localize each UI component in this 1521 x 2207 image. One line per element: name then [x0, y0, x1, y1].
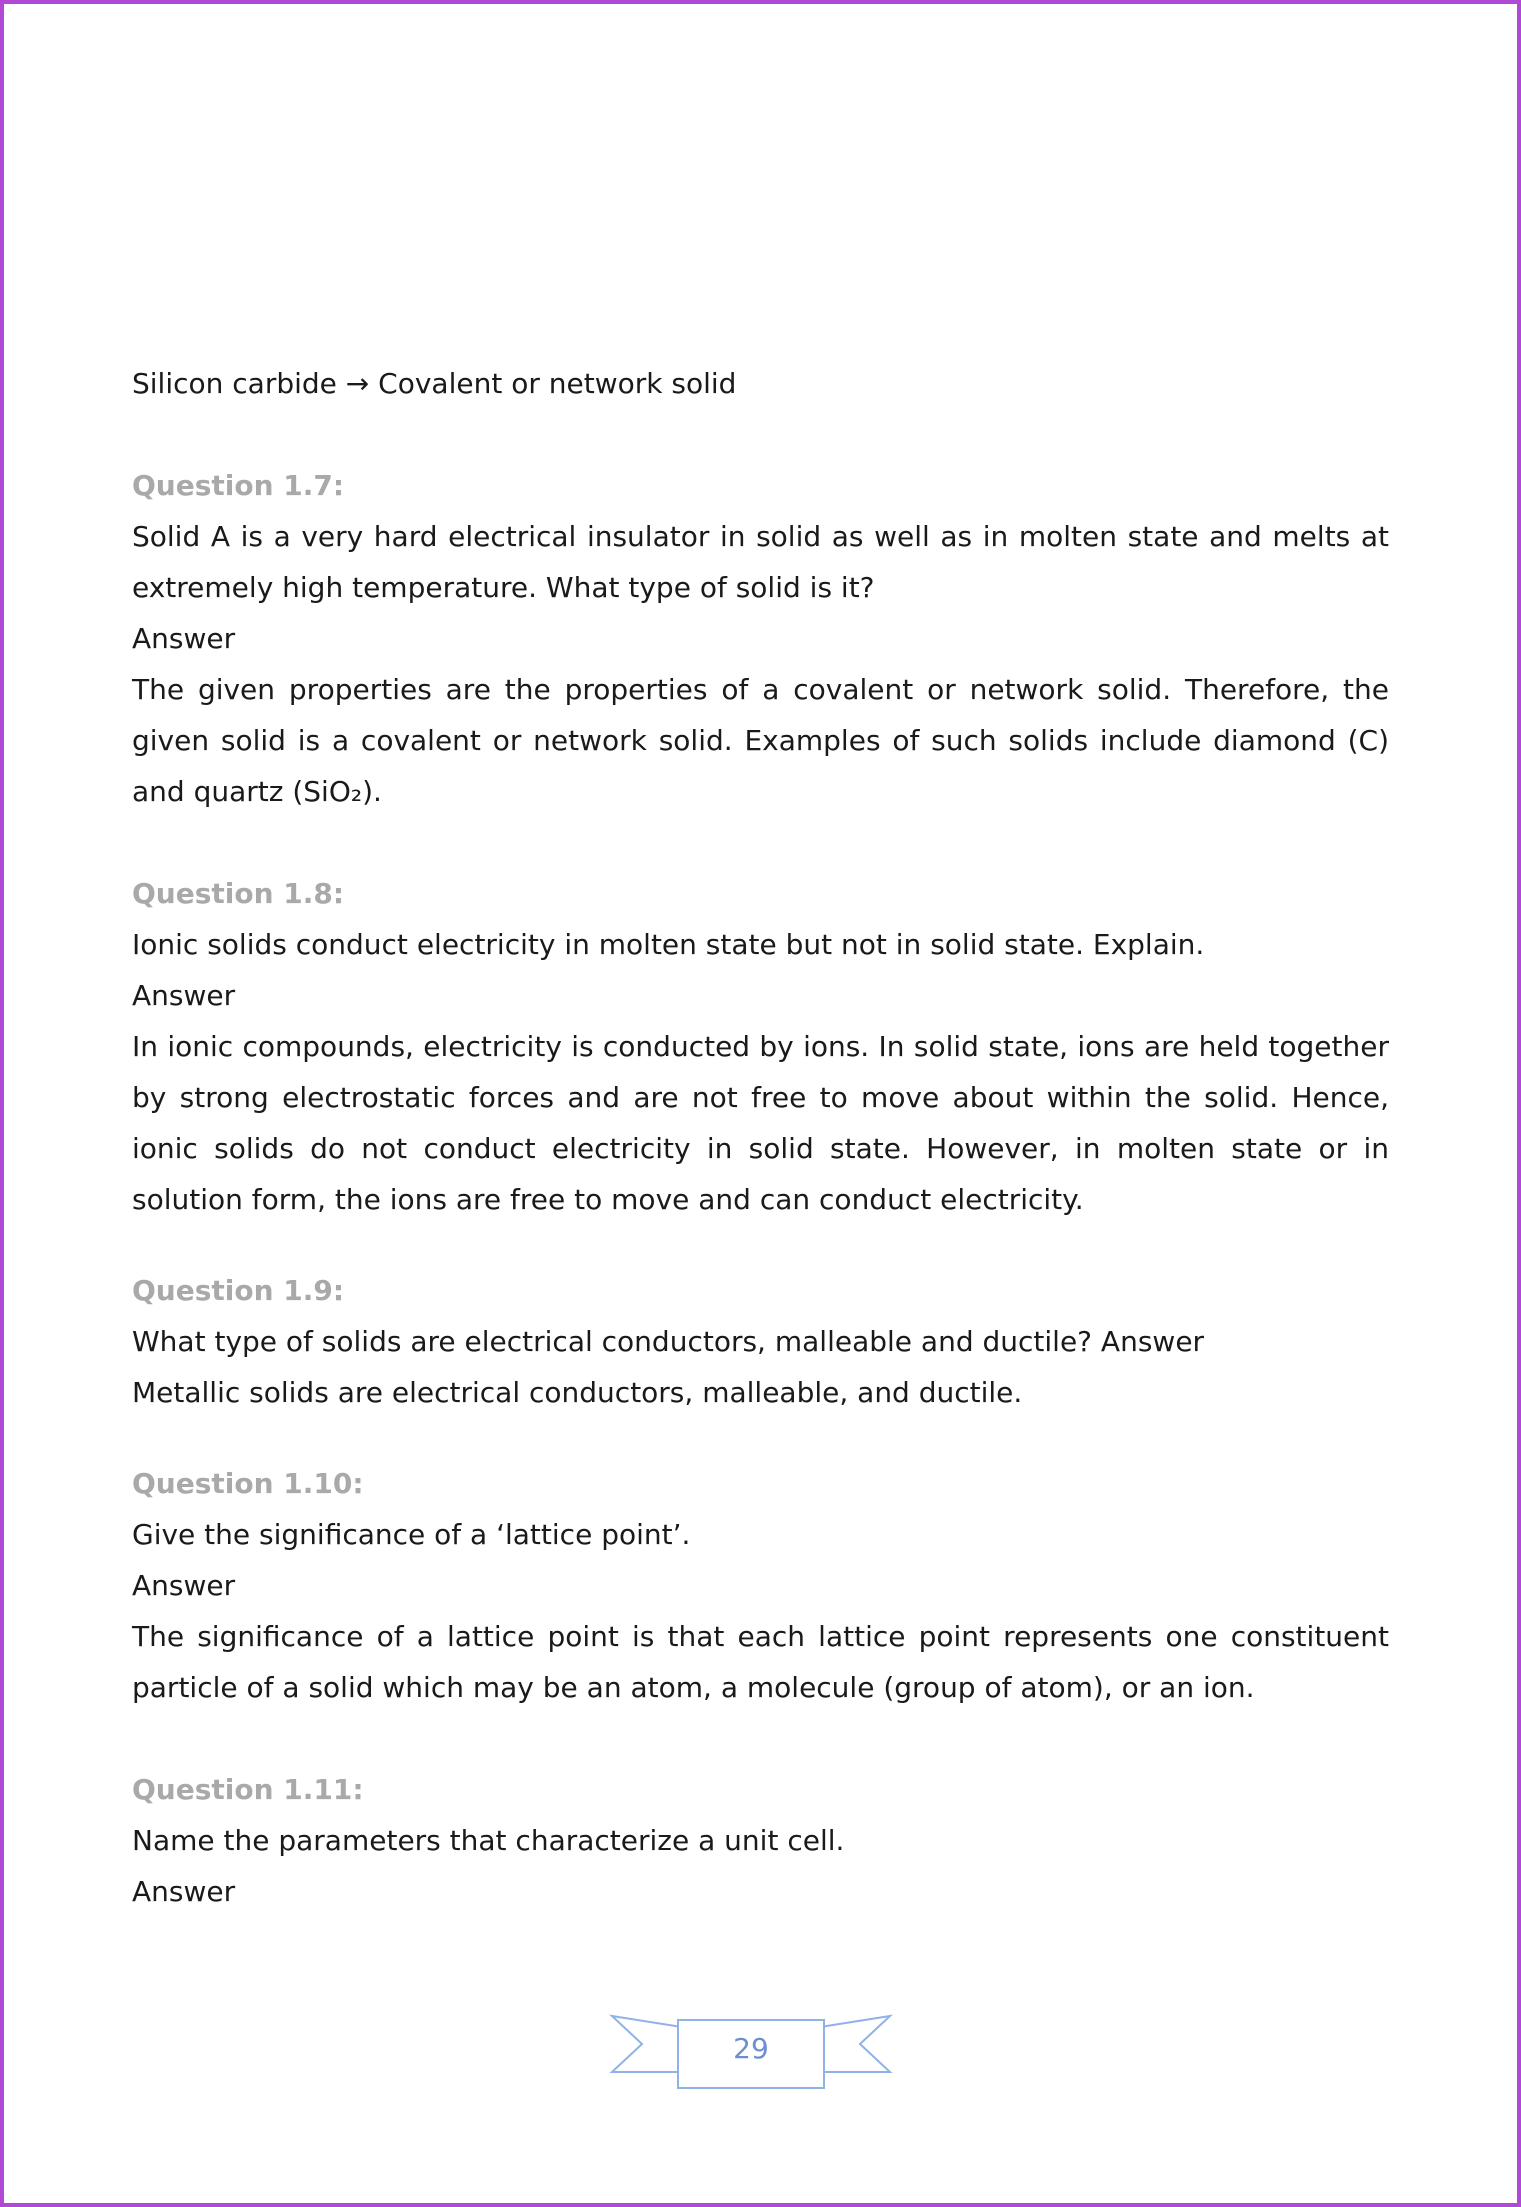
question-text: Give the significance of a ‘lattice point’. — [132, 1518, 691, 1551]
spacer — [132, 409, 1389, 460]
answer-text: In ionic compounds, electricity is conducted by ions. In solid state, ions are held together by strong electrostatic forces and are not free to move about within the solid. Hence, ionic solids do not conduct electricity in solid state. However, in molten state or in solution form, the ions are free to move and can conduct electricity. — [132, 1030, 1389, 1216]
question-1-8 — [132, 868, 1389, 1225]
spacer — [132, 1225, 1389, 1265]
answer-text: Metallic solids are electrical conductors, malleable, and ductile. — [132, 1376, 1023, 1409]
page-content — [132, 358, 1389, 1917]
question-text: What type of solids are electrical conductors, malleable and ductile? Answer — [132, 1325, 1205, 1358]
question-1-9 — [132, 1265, 1389, 1418]
question-heading: Question 1.7: — [132, 469, 345, 502]
page-number: 29 — [733, 2032, 769, 2065]
question-heading: Question 1.8: — [132, 877, 345, 910]
question-text: Ionic solids conduct electricity in molten state but not in solid state. Explain. — [132, 928, 1205, 961]
spacer — [132, 1418, 1389, 1458]
spacer — [132, 1713, 1389, 1764]
question-text: Name the parameters that characterize a unit cell. — [132, 1824, 845, 1857]
answer-label: Answer — [132, 979, 236, 1012]
answer-label: Answer — [132, 1875, 236, 1908]
question-1-7 — [132, 460, 1389, 817]
answer-text: The given properties are the properties of a covalent or network solid. Therefore, the given solid is a covalent or network solid. Examples of such solids include diamond (C) and quartz (SiO₂). — [132, 673, 1389, 808]
answer-label: Answer — [132, 622, 236, 655]
question-heading: Question 1.9: — [132, 1274, 345, 1307]
answer-text: The significance of a lattice point is that each lattice point represents one constituent particle of a solid which may be an atom, a molecule (group of atom), or an ion. — [132, 1620, 1389, 1704]
question-1-10 — [132, 1458, 1389, 1713]
question-1-11 — [132, 1764, 1389, 1917]
page-footer — [606, 2010, 896, 2094]
spacer — [132, 817, 1389, 868]
question-text: Solid A is a very hard electrical insulator in solid as well as in molten state and melts at extremely high temperature. What type of solid is it? — [132, 520, 1389, 604]
question-heading: Question 1.10: — [132, 1467, 364, 1500]
question-heading: Question 1.11: — [132, 1773, 364, 1806]
answer-label: Answer — [132, 1569, 236, 1602]
intro-line: Silicon carbide → Covalent or network solid — [132, 367, 737, 400]
